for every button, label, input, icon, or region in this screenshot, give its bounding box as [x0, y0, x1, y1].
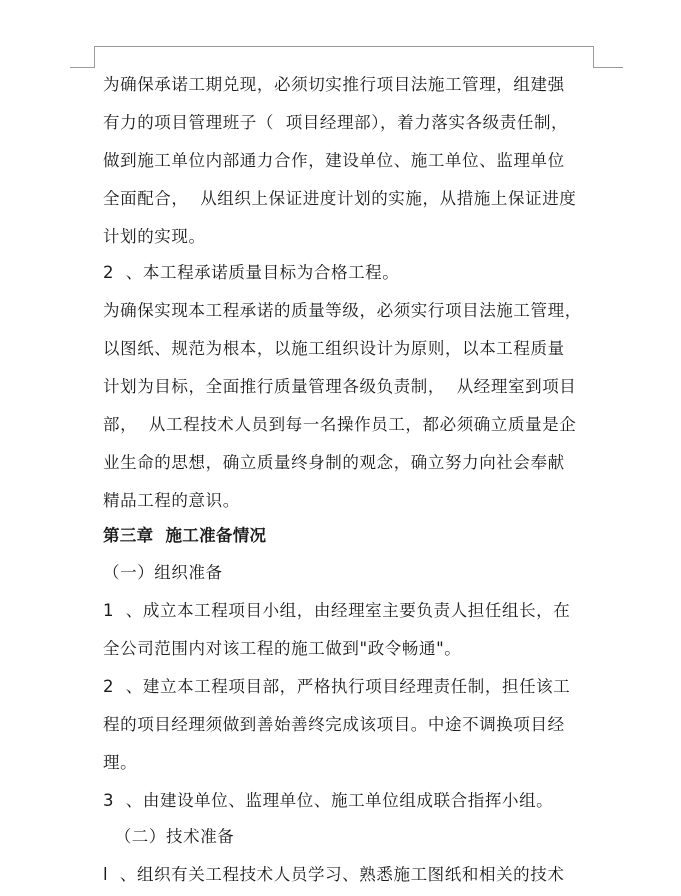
crop-mark-top-right-horizontal: [593, 67, 623, 68]
body-line: 精品工程的意识。: [103, 491, 240, 510]
crop-mark-top-left-vertical: [94, 46, 95, 68]
body-line: 全面配合， 从组织上保证进度计划的实施，从措施上保证进度: [103, 189, 577, 208]
crop-mark-top-left-horizontal: [70, 67, 95, 68]
list-item-3: 3 、由建设单位、监理单位、施工单位组成联合指挥小组。: [103, 791, 554, 810]
crop-mark-top-right-vertical: [593, 46, 594, 68]
body-line: 业生命的思想，确立质量终身制的观念，确立努力向社会奉献: [103, 453, 565, 472]
list-item-1: l 、组织有关工程技术人员学习、熟悉施工图纸和相关的技术: [103, 865, 565, 884]
header-rule: [94, 46, 594, 47]
section-heading-technical: （二）技术准备: [103, 827, 235, 846]
body-line: 为确保承诺工期兑现，必须切实推行项目法施工管理，组建强: [103, 75, 565, 94]
body-line: 有力的项目管理班子（ 项目经理部），着力落实各级责任制，: [103, 113, 569, 132]
body-line: 理。: [103, 753, 138, 772]
body-line: 做到施工单位内部通力合作，建设单位、施工单位、监理单位: [103, 151, 565, 170]
body-line: 为确保实现本工程承诺的质量等级，必须实行项目法施工管理，: [103, 301, 582, 320]
list-item-1: 1 、成立本工程项目小组，由经理室主要负责人担任组长，在: [103, 601, 571, 620]
body-line: 计划的实现。: [103, 227, 206, 246]
list-item-2: 2 、建立本工程项目部，严格执行项目经理责任制，担任该工: [103, 677, 571, 696]
body-line: 程的项目经理须做到善始善终完成该项目。中途不调换项目经: [103, 715, 565, 734]
body-line: 部， 从工程技术人员到每一名操作员工，都必须确立质量是企: [103, 415, 577, 434]
section-heading-organization: （一）组织准备: [103, 563, 223, 582]
body-line: 计划为目标，全面推行质量管理各级负责制， 从经理室到项目: [103, 377, 577, 396]
list-item-2: 2 、本工程承诺质量目标为合格工程。: [103, 263, 400, 282]
body-line: 以图纸、规范为根本，以施工组织设计为原则，以本工程质量: [103, 339, 565, 358]
body-line: 全公司范围内对该工程的施工做到"政令畅通"。: [103, 639, 462, 658]
chapter-heading: 第三章 施工准备情况: [103, 526, 267, 545]
